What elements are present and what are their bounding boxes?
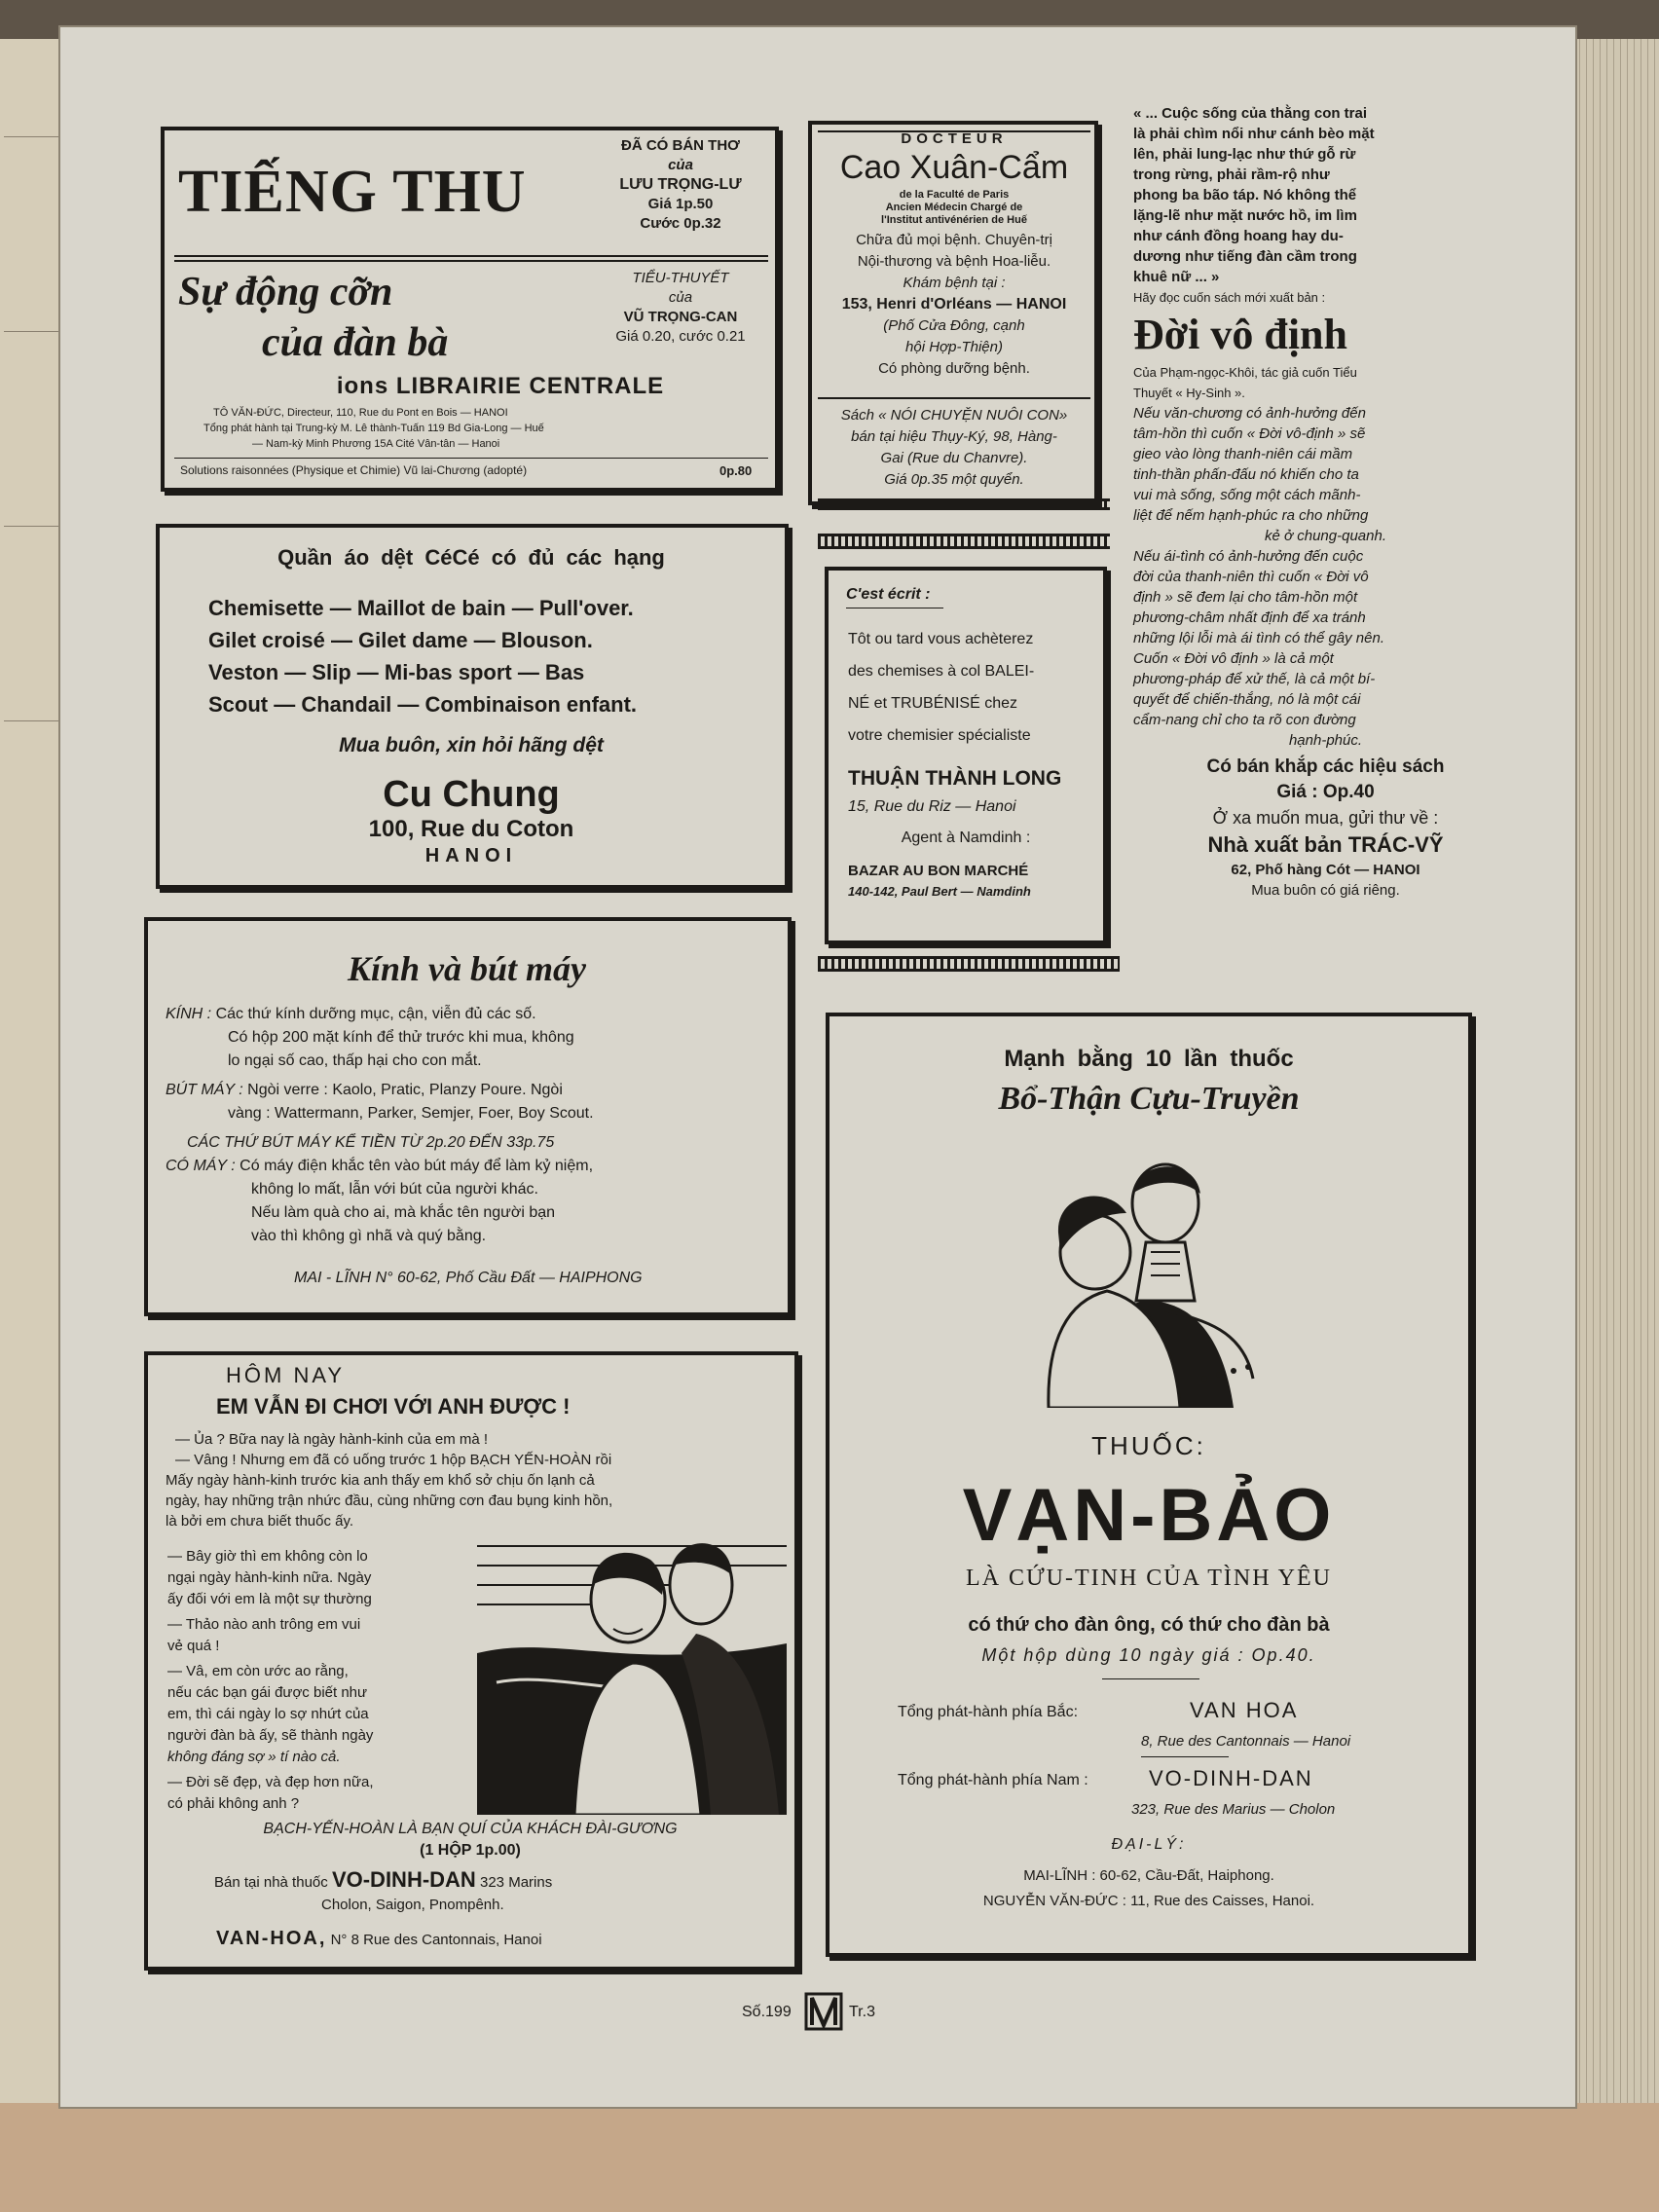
address-line: 62, Phố hàng Cót — HANOI — [1231, 862, 1420, 878]
ad-addr: 15, Rue du Riz — Hanoi — [848, 798, 1016, 815]
ad-bazar-addr: 140-142, Paul Bert — Namdinh — [848, 884, 1031, 899]
ad-name: Cao Xuân-Cẩm — [839, 149, 1069, 186]
quote-line: phong ba bão táp. Nó không thể — [1133, 187, 1357, 203]
ad-title: Quần áo dệt CéCé có đủ các hạng — [277, 545, 665, 570]
ad-dialog-line: — Đời sẽ đẹp, và đẹp hơn nữa, — [167, 1774, 374, 1790]
issue-number: Số.199 — [742, 2004, 792, 2020]
read-line: Hãy đọc cuốn sách mới xuất bản : — [1133, 290, 1326, 305]
ad-line-2: Tổng phát hành tại Trung-kỳ M. Lê thành-Tuấn 119 Bd Gia-Long — Huế — [203, 423, 544, 434]
sale-line: Có bán khắp các hiệu sách — [1206, 756, 1445, 777]
ad-right-block — [593, 136, 768, 234]
ad-novel-line: VŨ TRỌNG-CAN — [623, 309, 738, 325]
ad-list-line: Scout — Chandail — Combinaison enfant. — [208, 692, 638, 717]
ad-thuoc: THUỐC: — [1091, 1431, 1206, 1460]
body-line: quyết để chiến-thắng, nó là một cái — [1133, 691, 1361, 708]
ad-title: EM VẪN ĐI CHƠI VỚI ANH ĐƯỢC ! — [216, 1394, 571, 1419]
ad-subtitle-1: Sự động cỡn — [178, 270, 393, 314]
ad-for: có thứ cho đàn ông, có thứ cho đàn bà — [968, 1614, 1330, 1636]
couple-embrace-illustration — [1010, 1155, 1263, 1408]
publisher-line: Nhà xuất bản TRÁC-VỸ — [1207, 832, 1444, 857]
ad-body — [812, 230, 1096, 380]
quote-line: dương như tiếng đàn cầm trong — [1133, 248, 1357, 265]
ad-body-line: Có hộp 200 mặt kính để thử trước khi mua, không — [228, 1029, 574, 1046]
ad-dialog-line: — Vâ, em còn ước ao rằng, — [167, 1663, 349, 1679]
ad-body-line: (Phố Cửa Đông, cạnh — [883, 317, 1025, 334]
ad-seller-city: Cholon, Saigon, Pnompênh. — [321, 1897, 504, 1913]
ad-seller: VO-DINH-DAN — [331, 1867, 476, 1892]
ad-line-2: Bổ-Thận Cựu-Truyền — [998, 1081, 1300, 1117]
ad-docteur — [808, 121, 1098, 505]
ad-vanhoa: VAN-HOA, — [216, 1928, 327, 1949]
ornament-rule — [818, 534, 1110, 549]
ad-south-addr: 323, Rue des Marius — Cholon — [1131, 1801, 1336, 1818]
ad-body-line: vào thì không gì nhã và quý bằng. — [251, 1228, 487, 1244]
body-line: Nếu ái-tình có ảnh-hưởng đến cuộc — [1133, 548, 1364, 565]
ad-body-line: là bởi em chưa biết thuốc ấy. — [166, 1513, 354, 1530]
ad-label: BÚT MÁY : — [166, 1082, 243, 1098]
quote-line: khuê nữ ... » — [1133, 269, 1220, 285]
ad-dialog-line: ấy đối với em là một sự thường — [167, 1591, 372, 1607]
ad-body-line: des chemises à col BALEI- — [848, 663, 1035, 680]
ad-body-line: không lo mất, lẫn với bút của người khác. — [251, 1181, 538, 1198]
ad-dialog-line: — Thảo nào anh trông em vui — [167, 1616, 361, 1633]
ad-body-line: 153, Henri d'Orléans — HANOI — [841, 296, 1067, 313]
ad-body-line: ngày, hay những trận nhức đầu, cùng những cơn đau bụng kinh hồn, — [166, 1493, 613, 1509]
body-line: Nếu văn-chương có ảnh-hưởng đến — [1133, 405, 1366, 422]
ad-credentials — [812, 189, 1096, 227]
body-line: Của Phạm-ngọc-Khôi, tác giả cuốn Tiểu — [1133, 365, 1357, 380]
ad-body-line: Mấy ngày hành-kinh trước kia anh thấy em khổ sở chịu ốn lạnh cả — [166, 1472, 595, 1489]
ad-name: VẠN-BẢO — [962, 1474, 1336, 1557]
ad-list-line: Chemisette — Maillot de bain — Pull'over. — [208, 596, 634, 620]
ad-body-line: Có phòng dưỡng bệnh. — [878, 360, 1030, 377]
ad-body-line: Tôt ou tard vous achèterez — [848, 631, 1034, 647]
body-line: vui mà sống, sống một cách mãnh- — [1133, 487, 1361, 503]
ad-body-line: hội Hợp-Thiện) — [905, 339, 1003, 355]
ad-vanhoa-line — [216, 1928, 542, 1950]
ad-body-line: Chữa đủ mọi bệnh. Chuyên-trị — [856, 232, 1052, 248]
masthead-logo-icon — [804, 1992, 843, 2031]
ad-head: C'est écrit : — [846, 586, 931, 603]
ad-cred: de la Faculté de Paris — [899, 189, 1010, 201]
ad-body-line: Khám bệnh tại : — [903, 275, 1006, 291]
price-line: Giá : Op.40 — [1276, 782, 1375, 802]
ad-cred: Ancien Médecin Chargé de — [885, 202, 1023, 213]
body-line: phương-châm nhất định để xa tránh — [1133, 609, 1366, 626]
body-line: định » sẽ đem lại cho tâm-hồn một — [1133, 589, 1358, 606]
ad-tag: LÀ CỨU-TINH CỦA TÌNH YÊU — [966, 1566, 1332, 1591]
ad-cest-ecrit — [825, 567, 1107, 944]
ad-title: Kính và bút máy — [347, 949, 587, 988]
ad-body — [166, 1429, 798, 1531]
ad-novel-line: Giá 0.20, cước 0.21 — [615, 328, 746, 345]
ad-dialog-line: không đáng sợ » tí nào cả. — [167, 1749, 341, 1765]
page-number: Tr.3 — [849, 2004, 875, 2020]
ad-slogan: BẠCH-YẾN-HOÀN LÀ BẠN QUÍ CỦA KHÁCH ĐÀI-GƯƠNG — [263, 1821, 678, 1837]
ad-novel-line: của — [668, 289, 693, 306]
ad-price: Một hộp dùng 10 ngày giá : Op.40. — [981, 1645, 1316, 1665]
quote-line: như cánh đồng hoang hay du- — [1133, 228, 1344, 244]
ad-north-name: VAN HOA — [1190, 1698, 1299, 1722]
ad-price: (1 HỘP 1p.00) — [420, 1842, 521, 1859]
ornament-rule — [818, 498, 1110, 510]
ad-body — [848, 623, 1091, 752]
ad-body-line: lo ngại số cao, thấp hại cho con mắt. — [228, 1052, 482, 1069]
ad-hom-nay — [144, 1351, 798, 1971]
wholesale-line: Mua buôn có giá riêng. — [1251, 882, 1400, 899]
ad-body-line: CÁC THỨ BÚT MÁY KỂ TIỀN TỪ 2p.20 ĐẾN 33p.75 — [187, 1134, 555, 1151]
ad-subtitle-2: của đàn bà — [262, 320, 449, 365]
body-line: kẻ ở chung-quanh. — [1265, 528, 1386, 544]
couple-illustration — [477, 1527, 787, 1815]
ad-tieng-thu — [161, 127, 779, 492]
ad-right-line: của — [668, 157, 693, 173]
ad-body — [166, 1003, 769, 1248]
ad-list-line: Veston — Slip — Mi-bas sport — Bas — [208, 660, 585, 684]
ad-south-label: Tổng phát-hành phía Nam : — [898, 1772, 1088, 1788]
ad-body-line: Nội-thương và bệnh Hoa-liễu. — [857, 253, 1051, 270]
ad-van-bao — [826, 1013, 1472, 1957]
ad-seller-addr: 323 Marins — [480, 1874, 553, 1891]
body-line: liệt để nếm hạnh-phúc ra cho những — [1133, 507, 1369, 524]
ad-dialog-line: em, thì cái ngày lo sợ nhứt của — [167, 1706, 369, 1722]
quote-line: lặng-lẽ như mặt nước hồ, im lìm — [1133, 207, 1357, 224]
ad-body-line: — Ủa ? Bữa nay là ngày hành-kinh của em mà ! — [175, 1431, 489, 1448]
ad-dialog — [167, 1546, 479, 1815]
body-line: những lội lỗi mà ái tình có thể gây nên. — [1133, 630, 1385, 646]
ad-head: HÔM NAY — [226, 1363, 346, 1387]
ad-vanhoa-addr: N° 8 Rue des Cantonnais, Hanoi — [330, 1932, 542, 1948]
ad-dialog-line: có phải không anh ? — [167, 1795, 300, 1812]
newspaper-page — [58, 25, 1577, 2109]
ad-dialog-line: nếu các bạn gái được biết như — [167, 1684, 368, 1701]
ad-book-line: Giá 0p.35 một quyển. — [884, 471, 1024, 488]
ad-cred: l'Institut antivénérien de Huế — [881, 214, 1027, 226]
body-line: Thuyết « Hy-Sinh ». — [1133, 386, 1245, 400]
ad-bazar: BAZAR AU BON MARCHÉ — [848, 863, 1029, 879]
body-line: gieo vào lòng thanh-niên cái mầm — [1133, 446, 1353, 462]
ad-novel-block — [593, 269, 768, 347]
ad-line-4-price: 0p.80 — [719, 463, 753, 478]
ad-agent-2: NGUYỄN VĂN-ĐỨC : 11, Rue des Caisses, Hanoi. — [982, 1893, 1315, 1909]
body-line: phương-pháp để xử thế, là cả một bí- — [1133, 671, 1376, 687]
ad-body-line: Có máy điện khắc tên vào bút máy để làm kỷ niệm, — [240, 1158, 594, 1174]
ad-book-line: bán tại hiệu Thụy-Ký, 98, Hàng- — [851, 428, 1057, 445]
ad-line-4: Solutions raisonnées (Physique et Chimie) Vũ lai-Chương (adopté) — [180, 463, 528, 477]
ad-name: Cu Chung — [383, 774, 560, 815]
ad-body-line: Các thứ kính dưỡng mục, cận, viễn đủ các số. — [215, 1006, 536, 1022]
ad-sign: MAI - LĨNH N° 60-62, Phố Cầu Đất — HAIPHONG — [294, 1270, 643, 1286]
ad-south-name: VO-DINH-DAN — [1149, 1766, 1313, 1790]
ad-agent: Agent à Namdinh : — [901, 830, 1031, 846]
ad-dialog-line: người đàn bà ấy, sẽ thành ngày — [167, 1727, 374, 1744]
ad-body-line: NÉ et TRUBÉNISÉ chez — [848, 695, 1017, 712]
ad-publisher: ions LIBRAIRIE CENTRALE — [336, 373, 665, 399]
ad-line-1: Mạnh bằng 10 lần thuốc — [1004, 1046, 1294, 1072]
ad-label: KÍNH : — [166, 1006, 212, 1022]
body-line: Cuốn « Đời vô định » là cả một — [1133, 650, 1334, 667]
ad-label: DOCTEUR — [901, 130, 1008, 147]
body-line: đời của thanh-niên thì cuốn « Đời vô — [1133, 569, 1369, 585]
ad-sold: Bán tại nhà thuốc — [214, 1874, 328, 1891]
body-line: tâm-hồn thì cuốn « Đời vô-định » sẽ — [1133, 425, 1366, 442]
ad-dialog-line: — Bây giờ thì em không còn lo — [167, 1548, 368, 1565]
ad-wholesale: Mua buôn, xin hỏi hãng dệt — [339, 734, 604, 756]
quote-line: « ... Cuộc sống của thằng con trai — [1133, 105, 1368, 122]
ad-doi-vo-dinh — [1133, 103, 1518, 901]
far-line: Ở xa muốn mua, gửi thư về : — [1212, 808, 1439, 828]
ad-address: 100, Rue du Coton — [368, 816, 574, 842]
ad-body-line: Nếu làm quà cho ai, mà khắc tên người bạn — [251, 1204, 556, 1221]
ad-north-label: Tổng phát-hành phía Bắc: — [898, 1704, 1079, 1720]
ad-list — [208, 592, 773, 720]
ad-title: TIẾNG THU — [178, 159, 527, 225]
ad-line-1: TÔ VĂN-ĐỨC, Directeur, 110, Rue du Pont en Bois — HANOI — [213, 407, 508, 419]
ad-right-line: LƯU TRỌNG-LƯ — [619, 176, 742, 193]
ad-right-line: ĐÃ CÓ BÁN THƠ — [621, 137, 740, 154]
ad-book-line: Gai (Rue du Chanvre). — [880, 450, 1028, 466]
ad-book-line: Sách « NÓI CHUYỆN NUÔI CON» — [840, 407, 1068, 424]
ad-agents: ĐẠI-LÝ: — [1111, 1836, 1187, 1853]
ad-seller-line — [214, 1867, 552, 1893]
ad-dialog-line: vẻ quá ! — [167, 1638, 220, 1654]
body-line: hạnh-phúc. — [1288, 732, 1363, 749]
table-surface — [0, 2103, 1659, 2212]
ad-name: THUẬN THÀNH LONG — [848, 767, 1062, 790]
ad-right-line: Giá 1p.50 — [647, 196, 714, 212]
ad-list-line: Gilet croisé — Gilet dame — Blouson. — [208, 628, 593, 652]
quote-line: trong rừng, phải rầm-rộ như — [1133, 166, 1330, 183]
ornament-rule — [818, 956, 1120, 972]
quote-line: lên, phải lung-lạc như thứ gỗ rừ — [1133, 146, 1356, 163]
ad-city: HANOI — [424, 845, 518, 866]
ad-line-3: — Nam-kỳ Minh Phương 15A Cité Vân-tân — Hanoi — [252, 438, 500, 450]
body-line: cẩm-nang chỉ cho ta rõ con đường — [1133, 712, 1356, 728]
body-line: tinh-thần phấn-đấu nó khiến cho ta — [1133, 466, 1359, 483]
book-title: Đời vô định — [1133, 311, 1347, 358]
ad-body-line: Ngòi verre : Kaolo, Pratic, Planzy Poure. Ngòi — [247, 1082, 563, 1098]
ad-book — [812, 405, 1096, 491]
ad-kinh-but-may — [144, 917, 792, 1316]
ad-body-line: votre chemisier spécialiste — [848, 727, 1031, 744]
ad-body-line: vàng : Wattermann, Parker, Semjer, Foer, Boy Scout. — [228, 1105, 594, 1122]
ad-cece — [156, 524, 789, 889]
ad-novel-line: TIỂU-THUYẾT — [632, 270, 729, 286]
ad-dialog-line: ngại ngày hành-kinh nữa. Ngày — [167, 1569, 372, 1586]
ad-right-line: Cước 0p.32 — [640, 215, 721, 232]
ad-label: CÓ MÁY : — [166, 1158, 236, 1174]
quote-line: là phải chìm nổi như cánh bèo mặt — [1133, 126, 1375, 142]
ad-north-addr: 8, Rue des Cantonnais — Hanoi — [1141, 1733, 1351, 1750]
ad-body-line: — Vâng ! Nhưng em đã có uống trước 1 hộp BẠCH YẾN-HOÀN rồi — [175, 1452, 612, 1468]
ad-agent-1: MAI-LĨNH : 60-62, Cầu-Đất, Haiphong. — [1023, 1867, 1274, 1884]
